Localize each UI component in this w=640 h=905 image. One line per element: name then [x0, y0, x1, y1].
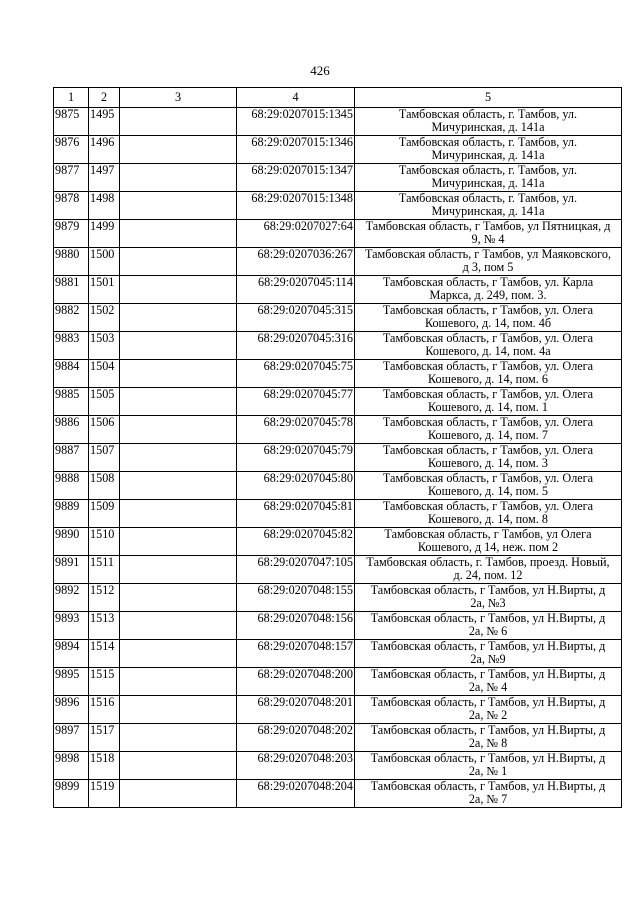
row-number-cell: 9882: [54, 304, 89, 332]
item-number-cell: 1506: [89, 416, 120, 444]
row-number-cell: 9885: [54, 388, 89, 416]
table-body: [54, 108, 622, 808]
cadastral-number-cell: 68:29:0207045:114: [237, 276, 355, 304]
address-line-2: 2а, № 8: [468, 736, 508, 751]
address-cell: [355, 780, 622, 808]
table-row: [54, 556, 622, 584]
table-row: [54, 500, 622, 528]
address-line-2: Маркса, д. 249, пом. 3.: [429, 288, 547, 303]
header-row: [54, 88, 622, 108]
address-cell: [355, 388, 622, 416]
cadastral-number-cell: 68:29:0207015:1346: [237, 136, 355, 164]
address-line-1: Тамбовская область, г Тамбов, ул. Олега: [382, 303, 594, 317]
address-cell: [355, 164, 622, 192]
cadastral-number-cell: 68:29:0207048:156: [237, 612, 355, 640]
cadastral-number-cell: 68:29:0207045:77: [237, 388, 355, 416]
cadastral-number-cell: 68:29:0207045:316: [237, 332, 355, 360]
item-number-cell: 1519: [89, 780, 120, 808]
row-number-cell: 9876: [54, 136, 89, 164]
address-cell: [355, 108, 622, 136]
address-line-2: д. 24, пом. 12: [453, 568, 523, 583]
empty-cell: [120, 696, 237, 724]
address-line-1: Тамбовская область, г Тамбов, ул. Олега: [382, 387, 594, 401]
empty-cell: [120, 192, 237, 220]
table-row: [54, 416, 622, 444]
address-cell: [355, 668, 622, 696]
row-number-cell: 9886: [54, 416, 89, 444]
cadastral-number-cell: 68:29:0207048:201: [237, 696, 355, 724]
cadastral-number-cell: 68:29:0207015:1345: [237, 108, 355, 136]
address-cell: [355, 500, 622, 528]
empty-cell: [120, 136, 237, 164]
address-line-1: Тамбовская область, г Тамбов, ул. Олега: [382, 443, 594, 457]
table-header: [54, 88, 622, 108]
item-number-cell: 1503: [89, 332, 120, 360]
address-line-1: Тамбовская область, г Тамбов, ул Олега: [384, 527, 592, 541]
address-line-2: Кошевого, д. 14, пом. 4б: [424, 316, 552, 331]
address-line-1: Тамбовская область, г Тамбов, ул Н.Вирты, д: [370, 779, 606, 793]
address-line-2: Кошевого, д 14, неж. пом 2: [417, 540, 559, 555]
empty-cell: [120, 388, 237, 416]
address-line-1: Тамбовская область, г Тамбов, ул Н.Вирты, д: [370, 639, 606, 653]
address-line-2: 2а, № 1: [468, 764, 508, 779]
address-cell: [355, 304, 622, 332]
row-number-cell: 9881: [54, 276, 89, 304]
table-row: [54, 164, 622, 192]
address-cell: [355, 136, 622, 164]
cadastral-number-cell: 68:29:0207045:79: [237, 444, 355, 472]
address-line-1: Тамбовская область, г Тамбов, ул. Олега: [382, 331, 594, 345]
table-row: [54, 248, 622, 276]
table-row: [54, 724, 622, 752]
table-row: [54, 584, 622, 612]
address-cell: [355, 444, 622, 472]
item-number-cell: 1499: [89, 220, 120, 248]
header-col-5: 5: [355, 88, 622, 108]
address-cell: [355, 612, 622, 640]
item-number-cell: 1513: [89, 612, 120, 640]
cadastral-number-cell: 68:29:0207045:80: [237, 472, 355, 500]
row-number-cell: 9888: [54, 472, 89, 500]
cadastral-number-cell: 68:29:0207027:64: [237, 220, 355, 248]
address-cell: [355, 416, 622, 444]
row-number-cell: 9883: [54, 332, 89, 360]
address-line-2: Кошевого, д. 14, пом. 7: [428, 428, 548, 443]
row-number-cell: 9875: [54, 108, 89, 136]
address-line-2: 2а, №3: [470, 596, 506, 611]
table-row: [54, 612, 622, 640]
table-row: [54, 332, 622, 360]
row-number-cell: 9892: [54, 584, 89, 612]
item-number-cell: 1518: [89, 752, 120, 780]
address-line-2: Мичуринская, д. 141а: [431, 120, 545, 135]
empty-cell: [120, 528, 237, 556]
cadastral-number-cell: 68:29:0207048:157: [237, 640, 355, 668]
table-row: [54, 192, 622, 220]
address-cell: [355, 640, 622, 668]
row-number-cell: 9895: [54, 668, 89, 696]
table-row: [54, 360, 622, 388]
address-line-2: 2а, № 6: [468, 624, 508, 639]
cadastral-number-cell: 68:29:0207045:81: [237, 500, 355, 528]
item-number-cell: 1510: [89, 528, 120, 556]
address-cell: [355, 556, 622, 584]
row-number-cell: 9884: [54, 360, 89, 388]
row-number-cell: 9887: [54, 444, 89, 472]
empty-cell: [120, 752, 237, 780]
address-line-1: Тамбовская область, г. Тамбов, ул.: [398, 135, 578, 149]
address-line-2: Мичуринская, д. 141а: [431, 176, 545, 191]
row-number-cell: 9897: [54, 724, 89, 752]
table-row: [54, 752, 622, 780]
address-line-1: Тамбовская область, г Тамбов, ул Маяковского,: [364, 247, 612, 261]
table-row: [54, 444, 622, 472]
address-line-1: Тамбовская область, г Тамбов, ул. Олега: [382, 471, 594, 485]
cadastral-number-cell: 68:29:0207045:78: [237, 416, 355, 444]
address-line-2: 2а, № 4: [468, 680, 508, 695]
empty-cell: [120, 416, 237, 444]
address-line-1: Тамбовская область, г Тамбов, ул. Олега: [382, 499, 594, 513]
empty-cell: [120, 276, 237, 304]
empty-cell: [120, 500, 237, 528]
cadastral-number-cell: 68:29:0207036:267: [237, 248, 355, 276]
row-number-cell: 9899: [54, 780, 89, 808]
item-number-cell: 1515: [89, 668, 120, 696]
empty-cell: [120, 248, 237, 276]
address-line-1: Тамбовская область, г. Тамбов, проезд. Новый,: [366, 555, 610, 569]
row-number-cell: 9893: [54, 612, 89, 640]
item-number-cell: 1498: [89, 192, 120, 220]
table-row: [54, 668, 622, 696]
item-number-cell: 1517: [89, 724, 120, 752]
address-line-1: Тамбовская область, г Тамбов, ул Н.Вирты, д: [370, 695, 606, 709]
address-line-1: Тамбовская область, г Тамбов, ул. Олега: [382, 415, 594, 429]
table-row: [54, 472, 622, 500]
address-line-2: 2а, № 2: [468, 708, 508, 723]
empty-cell: [120, 360, 237, 388]
address-line-1: Тамбовская область, г Тамбов, ул. Карла: [382, 275, 594, 289]
address-line-2: Кошевого, д. 14, пом. 5: [428, 484, 548, 499]
empty-cell: [120, 220, 237, 248]
item-number-cell: 1495: [89, 108, 120, 136]
address-cell: [355, 696, 622, 724]
address-line-2: Мичуринская, д. 141а: [431, 148, 545, 163]
empty-cell: [120, 584, 237, 612]
cadastral-number-cell: 68:29:0207045:315: [237, 304, 355, 332]
item-number-cell: 1505: [89, 388, 120, 416]
address-line-1: Тамбовская область, г. Тамбов, ул.: [398, 107, 578, 121]
address-cell: [355, 220, 622, 248]
item-number-cell: 1504: [89, 360, 120, 388]
item-number-cell: 1502: [89, 304, 120, 332]
address-line-2: Мичуринская, д. 141а: [431, 204, 545, 219]
cadastral-number-cell: 68:29:0207048:203: [237, 752, 355, 780]
address-cell: [355, 472, 622, 500]
item-number-cell: 1501: [89, 276, 120, 304]
row-number-cell: 9894: [54, 640, 89, 668]
empty-cell: [120, 304, 237, 332]
cadastral-number-cell: 68:29:0207045:82: [237, 528, 355, 556]
address-cell: [355, 192, 622, 220]
address-line-1: Тамбовская область, г. Тамбов, ул.: [398, 163, 578, 177]
item-number-cell: 1500: [89, 248, 120, 276]
cadastral-number-cell: 68:29:0207048:200: [237, 668, 355, 696]
header-col-4: 4: [237, 88, 355, 108]
item-number-cell: 1514: [89, 640, 120, 668]
table-row: [54, 136, 622, 164]
address-cell: [355, 724, 622, 752]
address-line-1: Тамбовская область, г. Тамбов, ул.: [398, 191, 578, 205]
item-number-cell: 1508: [89, 472, 120, 500]
address-line-2: д 3, пом 5: [462, 260, 514, 275]
address-line-2: Кошевого, д. 14, пом. 3: [428, 456, 548, 471]
table-row: [54, 304, 622, 332]
cadastral-number-cell: 68:29:0207047:105: [237, 556, 355, 584]
table-row: [54, 388, 622, 416]
item-number-cell: 1507: [89, 444, 120, 472]
item-number-cell: 1509: [89, 500, 120, 528]
header-col-2: 2: [89, 88, 120, 108]
address-line-1: Тамбовская область, г Тамбов, ул Н.Вирты, д: [370, 723, 606, 737]
row-number-cell: 9877: [54, 164, 89, 192]
address-line-1: Тамбовская область, г Тамбов, ул Н.Вирты, д: [370, 583, 606, 597]
empty-cell: [120, 780, 237, 808]
address-line-1: Тамбовская область, г Тамбов, ул Н.Вирты, д: [370, 667, 606, 681]
address-line-2: Кошевого, д. 14, пом. 4а: [425, 344, 551, 359]
address-line-2: 2а, №9: [470, 652, 506, 667]
table-row: [54, 276, 622, 304]
empty-cell: [120, 640, 237, 668]
empty-cell: [120, 668, 237, 696]
empty-cell: [120, 556, 237, 584]
row-number-cell: 9898: [54, 752, 89, 780]
cadastral-number-cell: 68:29:0207048:155: [237, 584, 355, 612]
item-number-cell: 1516: [89, 696, 120, 724]
empty-cell: [120, 108, 237, 136]
table-row: [54, 528, 622, 556]
cadastral-number-cell: 68:29:0207015:1347: [237, 164, 355, 192]
item-number-cell: 1497: [89, 164, 120, 192]
cadastral-number-cell: 68:29:0207015:1348: [237, 192, 355, 220]
address-cell: [355, 752, 622, 780]
address-line-1: Тамбовская область, г Тамбов, ул Н.Вирты, д: [370, 751, 606, 765]
table-row: [54, 640, 622, 668]
table-row: [54, 108, 622, 136]
empty-cell: [120, 724, 237, 752]
address-line-2: 9, № 4: [471, 232, 505, 247]
empty-cell: [120, 472, 237, 500]
address-cell: [355, 360, 622, 388]
table-row: [54, 696, 622, 724]
cadastral-number-cell: 68:29:0207048:202: [237, 724, 355, 752]
cadastral-number-cell: 68:29:0207048:204: [237, 780, 355, 808]
address-line-2: 2а, № 7: [468, 792, 508, 807]
item-number-cell: 1496: [89, 136, 120, 164]
row-number-cell: 9891: [54, 556, 89, 584]
page-number: 426: [310, 63, 330, 78]
address-cell: [355, 248, 622, 276]
table-row: [54, 780, 622, 808]
address-line-2: Кошевого, д. 14, пом. 1: [428, 400, 548, 415]
row-number-cell: 9890: [54, 528, 89, 556]
row-number-cell: 9896: [54, 696, 89, 724]
address-line-2: Кошевого, д. 14, пом. 6: [428, 372, 548, 387]
address-cell: [355, 584, 622, 612]
address-cell: [355, 528, 622, 556]
address-line-1: Тамбовская область, г Тамбов, ул Пятницкая, д: [365, 219, 611, 233]
header-col-3: 3: [120, 88, 237, 108]
empty-cell: [120, 444, 237, 472]
empty-cell: [120, 612, 237, 640]
cadastral-number-cell: 68:29:0207045:75: [237, 360, 355, 388]
header-col-1: 1: [54, 88, 89, 108]
item-number-cell: 1512: [89, 584, 120, 612]
address-line-1: Тамбовская область, г Тамбов, ул. Олега: [382, 359, 594, 373]
row-number-cell: 9880: [54, 248, 89, 276]
empty-cell: [120, 164, 237, 192]
row-number-cell: 9879: [54, 220, 89, 248]
address-cell: [355, 276, 622, 304]
address-cell: [355, 332, 622, 360]
row-number-cell: 9889: [54, 500, 89, 528]
row-number-cell: 9878: [54, 192, 89, 220]
address-line-2: Кошевого, д. 14, пом. 8: [428, 512, 548, 527]
table-row: [54, 220, 622, 248]
empty-cell: [120, 332, 237, 360]
item-number-cell: 1511: [89, 556, 120, 584]
registry-table: [53, 87, 622, 808]
address-line-1: Тамбовская область, г Тамбов, ул Н.Вирты, д: [370, 611, 606, 625]
